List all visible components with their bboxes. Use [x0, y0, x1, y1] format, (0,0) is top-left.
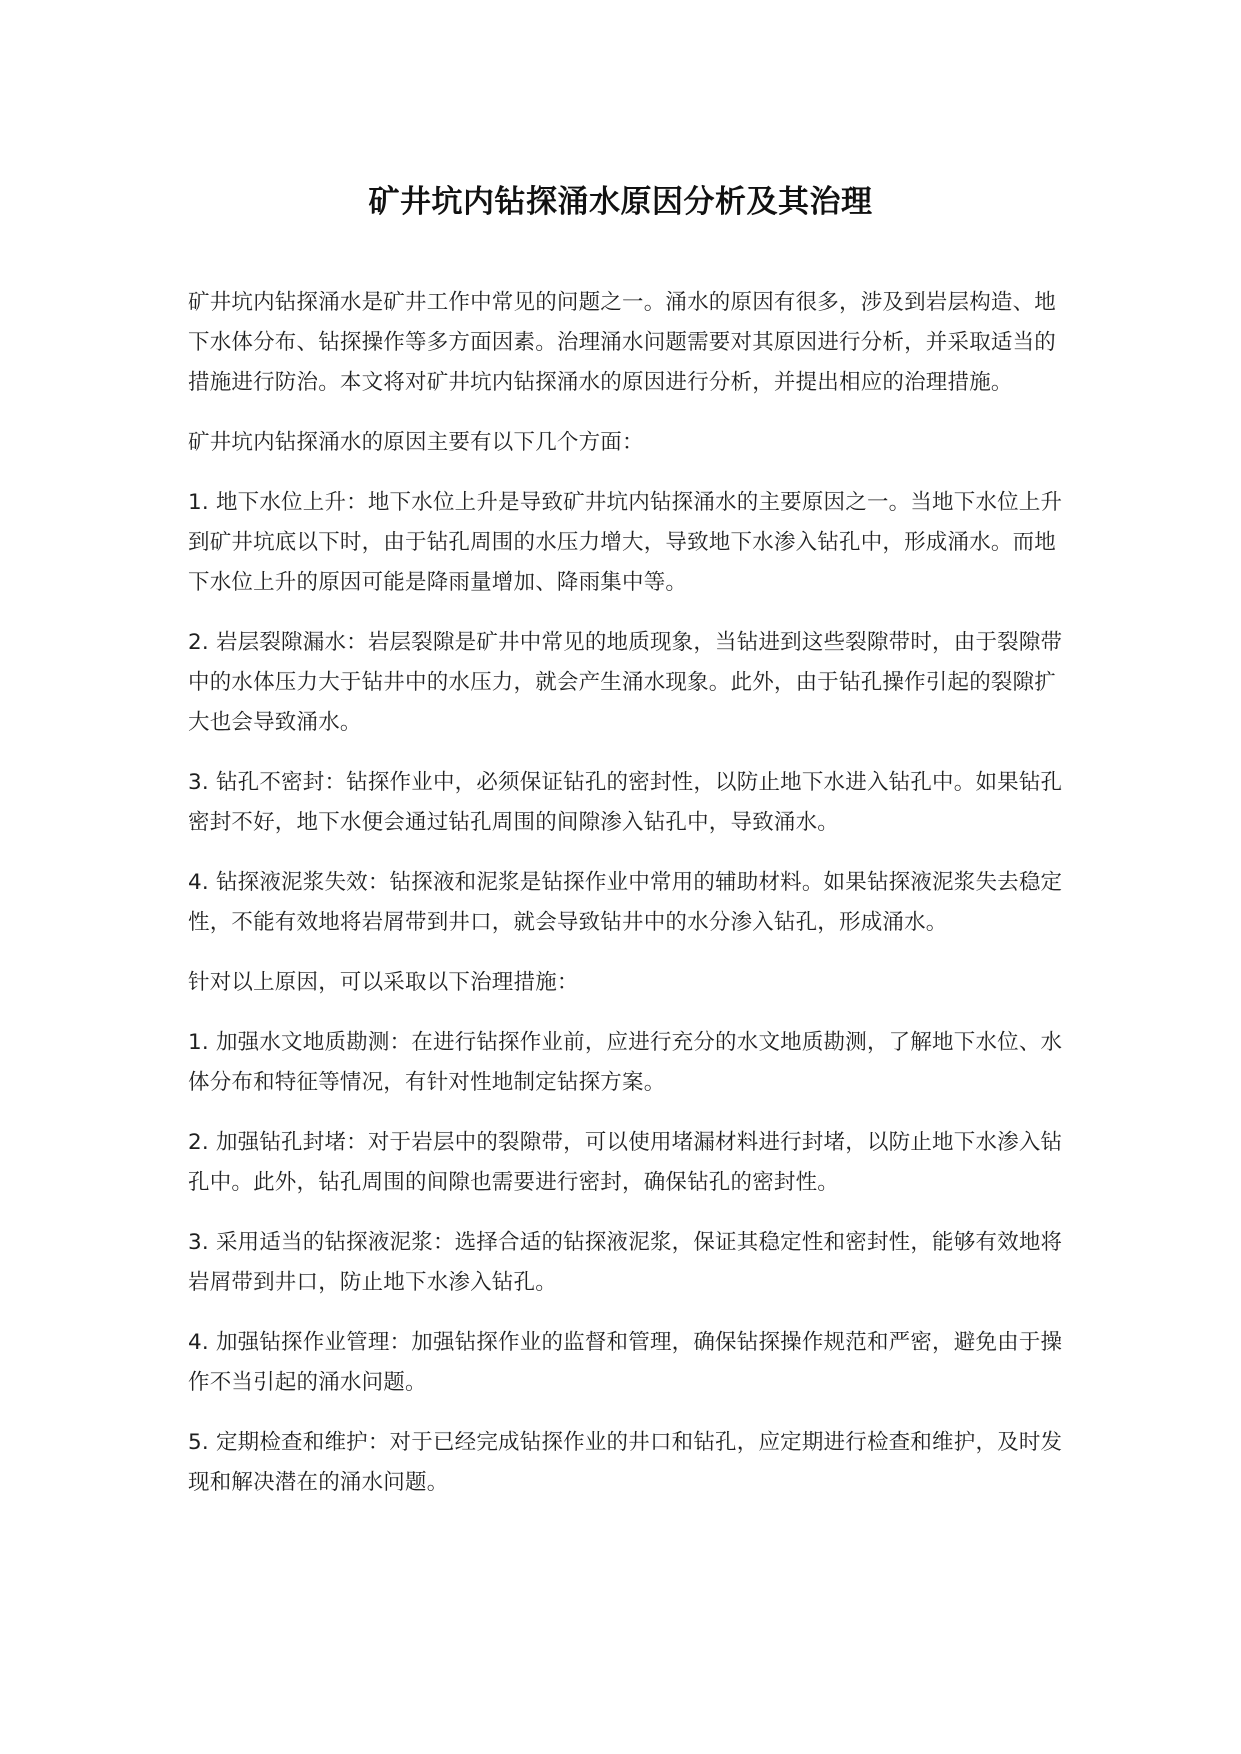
document-body — [188, 283, 1068, 1523]
paragraph-intro: 矿井坑内钻探涌水是矿井工作中常见的问题之一。涌水的原因有很多，涉及到岩层构造、地下水体分布、钻探操作等多方面因素。治理涌水问题需要对其原因进行分析，并采取适当的措施进行防治。本文将对矿井坑内钻探涌水的原因进行分析，并提出相应的治理措施。 — [188, 290, 1057, 395]
paragraph-measure-3: 3. 采用适当的钻探液泥浆：选择合适的钻探液泥浆，保证其稳定性和密封性，能够有效地将岩屑带到井口，防止地下水渗入钻孔。 — [188, 1230, 1063, 1295]
paragraph-measure-4: 4. 加强钻探作业管理：加强钻探作业的监督和管理，确保钻探操作规范和严密，避免由于操作不当引起的涌水问题。 — [188, 1330, 1063, 1395]
paragraph-cause-3: 3. 钻孔不密封：钻探作业中，必须保证钻孔的密封性，以防止地下水进入钻孔中。如果钻孔密封不好，地下水便会通过钻孔周围的间隙渗入钻孔中，导致涌水。 — [188, 770, 1063, 835]
document-title: 矿井坑内钻探涌水原因分析及其治理 — [368, 184, 873, 220]
paragraph-measure-5: 5. 定期检查和维护：对于已经完成钻探作业的井口和钻孔，应定期进行检查和维护，及时发现和解决潜在的涌水问题。 — [188, 1430, 1063, 1495]
paragraph-cause-2: 2. 岩层裂隙漏水：岩层裂隙是矿井中常见的地质现象，当钻进到这些裂隙带时，由于裂隙带中的水体压力大于钻井中的水压力，就会产生涌水现象。此外，由于钻孔操作引起的裂隙扩大也会导致涌水。 — [188, 630, 1063, 735]
paragraph-cause-1: 1. 地下水位上升：地下水位上升是导致矿井坑内钻探涌水的主要原因之一。当地下水位上升到矿井坑底以下时，由于钻孔周围的水压力增大，导致地下水渗入钻孔中，形成涌水。而地下水位上升的原因可能是降雨量增加、降雨集中等。 — [188, 490, 1063, 595]
paragraph-measure-1: 1. 加强水文地质勘测：在进行钻探作业前，应进行充分的水文地质勘测，了解地下水位、水体分布和特征等情况，有针对性地制定钻探方案。 — [188, 1030, 1063, 1095]
paragraph-causes-heading: 矿井坑内钻探涌水的原因主要有以下几个方面： — [188, 430, 644, 455]
paragraph-measures-heading: 针对以上原因，可以采取以下治理措施： — [188, 970, 579, 995]
paragraph-measure-2: 2. 加强钻孔封堵：对于岩层中的裂隙带，可以使用堵漏材料进行封堵，以防止地下水渗入钻孔中。此外，钻孔周围的间隙也需要进行密封，确保钻孔的密封性。 — [188, 1130, 1063, 1195]
paragraph-cause-4: 4. 钻探液泥浆失效：钻探液和泥浆是钻探作业中常用的辅助材料。如果钻探液泥浆失去稳定性，不能有效地将岩屑带到井口，就会导致钻井中的水分渗入钻孔，形成涌水。 — [188, 870, 1063, 935]
